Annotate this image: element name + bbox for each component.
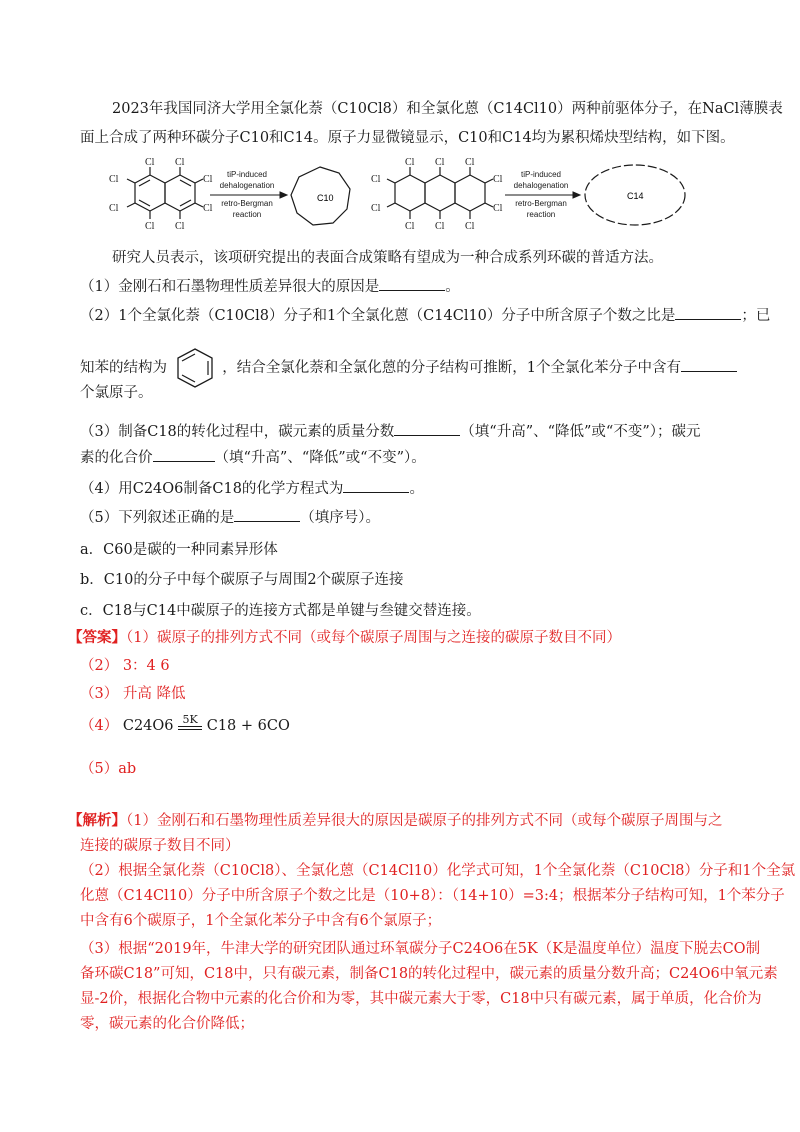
reaction-figure: [95, 155, 725, 245]
question-5: （5）下列叙述正确的是 （填序号）。: [80, 506, 380, 528]
arrow2-condition: retro-Bergman: [515, 199, 567, 208]
answer-blank[interactable]: [379, 275, 445, 291]
analysis-line-1: 【解析】（1）金刚石和石墨物理性质差异很大的原因是碳原子的排列方式不同（或每个碳原子周围与之: [68, 812, 723, 829]
answer-blank[interactable]: [234, 506, 300, 522]
arrow2-condition: dehalogenation: [513, 181, 569, 190]
cl-label: Cl: [203, 174, 213, 185]
question-1: （1）金刚石和石墨物理性质差异很大的原因是 。: [80, 275, 460, 297]
answer-blank[interactable]: [343, 477, 409, 493]
analysis-line-7: 备环碳C18”可知，C18中，只有碳元素，制备C18的转化过程中，碳元素的质量分数升高；C24O6中氧元素: [80, 966, 778, 982]
cl-label: Cl: [493, 174, 503, 185]
analysis-line-3: （2）根据全氯化萘（C10Cl8）、全氯化蒽（C14Cl10）化学式可知，1个全氯化萘（C10Cl8）分子和1个全氯: [80, 863, 796, 879]
analysis-line-4: 化蒽（C14Cl10）分子中所含原子个数之比是（10+8）：（14+10）=3:4；根据苯分子结构可知，1个苯分子: [80, 888, 785, 904]
analysis-tag: 【解析】: [68, 812, 126, 829]
answer-line-5: （5）ab: [80, 761, 137, 777]
question-2: （2）1个全氯化萘（C10Cl8）分子和1个全氯化蒽（C14Cl10）分子中所含原子个数之比是 ；已: [80, 304, 770, 326]
intro-after-figure: 研究人员表示，该项研究提出的表面合成策略有望成为一种合成系列环碳的普适方法。: [112, 250, 663, 266]
cl-label: Cl: [175, 157, 185, 168]
c10-ring-label: C10: [317, 193, 334, 203]
reaction-condition: 5K: [178, 722, 202, 730]
analysis-line-6: （3）根据“2019年，牛津大学的研究团队通过环氧碳分子C24O6在5K（K是温度单位）温度下脱去CO制: [80, 941, 761, 957]
answer-blank[interactable]: [681, 356, 737, 372]
cl-label: Cl: [145, 221, 155, 232]
option-c: c．C18与C14中碳原子的连接方式都是单键与叁键交替连接。: [80, 603, 481, 619]
arrow1-condition: tiP-induced: [226, 170, 268, 179]
option-b: b．C10的分子中每个碳原子与周围2个碳原子连接: [80, 572, 404, 588]
analysis-line-2: 连接的碳原子数目不同）: [80, 838, 240, 854]
arrow2-condition: reaction: [526, 210, 556, 219]
option-a: a．C60是碳的一种同素异形体: [80, 542, 278, 558]
cl-label: Cl: [465, 221, 475, 232]
question-3-line-2: 素的化合价 （填“升高”、“降低”或“不变”）。: [80, 446, 426, 468]
reaction-arrow-1: [210, 192, 287, 198]
arrow1-condition: dehalogenation: [219, 181, 275, 190]
question-3: （3）制备C18的转化过程中，碳元素的质量分数 （填“升高”、“降低”或“不变”）；碳元: [80, 420, 701, 442]
analysis-line-5: 中含有6个碳原子，1个全氯化苯分子中含有6个氯原子；: [80, 913, 442, 929]
cl-label: Cl: [465, 157, 475, 168]
answer-tag: 【答案】: [68, 629, 126, 646]
c14-ring-label: C14: [627, 191, 644, 201]
perchloroanthracene-structure: [387, 167, 493, 219]
intro-line-1: 2023年我国同济大学用全氯化萘（C10Cl8）和全氯化蒽（C14Cl10）两种前驱体分子，在NaCl薄膜表: [112, 101, 783, 117]
cl-label: Cl: [435, 157, 445, 168]
cl-label: Cl: [145, 157, 155, 168]
cl-label: Cl: [109, 203, 119, 214]
intro-line-2: 面上合成了两种环碳分子C10和C14。原子力显微镜显示，C10和C14均为累积烯炔型结构，如下图。: [80, 130, 735, 146]
cl-label: Cl: [371, 203, 381, 214]
arrow2-condition: tiP-induced: [520, 170, 562, 179]
question-4: （4）用C24O6制备C18的化学方程式为 。: [80, 477, 424, 499]
reaction-arrow-2: [505, 192, 580, 198]
answer-blank[interactable]: [675, 304, 741, 320]
analysis-line-9: 零，碳元素的化合价降低；: [80, 1016, 254, 1032]
cl-label: Cl: [405, 221, 415, 232]
answer-line-3: （3） 升高 降低: [80, 686, 186, 702]
answer-blank[interactable]: [153, 446, 215, 462]
perchloronaphthalene-structure: [127, 167, 203, 219]
answer-line-1: 【答案】（1）碳原子的排列方式不同（或每个碳原子周围与之连接的碳原子数目不同）: [68, 629, 621, 646]
analysis-line-8: 显-2价，根据化合物中元素的化合价和为零，其中碳元素大于零，C18中只有碳元素，属于单质，化合价为: [80, 991, 762, 1007]
cl-label: Cl: [175, 221, 185, 232]
cl-label: Cl: [493, 203, 503, 214]
cl-label: Cl: [371, 174, 381, 185]
cl-label: Cl: [109, 174, 119, 185]
cl-label: Cl: [405, 157, 415, 168]
answer-blank[interactable]: [394, 420, 460, 436]
benzene-structure-icon: [174, 347, 216, 389]
arrow1-condition: reaction: [232, 210, 262, 219]
answer-line-2: （2） 3：4 6: [80, 658, 170, 674]
question-2-end: 个氯原子。: [80, 385, 153, 401]
arrow1-condition: retro-Bergman: [221, 199, 273, 208]
question-2-benzene-line: 知苯的结构为 ，结合全氯化萘和全氯化蒽的分子结构可推断，1个全氯化苯分子中含有: [80, 347, 737, 389]
answer-line-4: （4） C24O6 5K C18 + 6CO: [80, 713, 290, 734]
cl-label: Cl: [203, 203, 213, 214]
cl-label: Cl: [435, 221, 445, 232]
